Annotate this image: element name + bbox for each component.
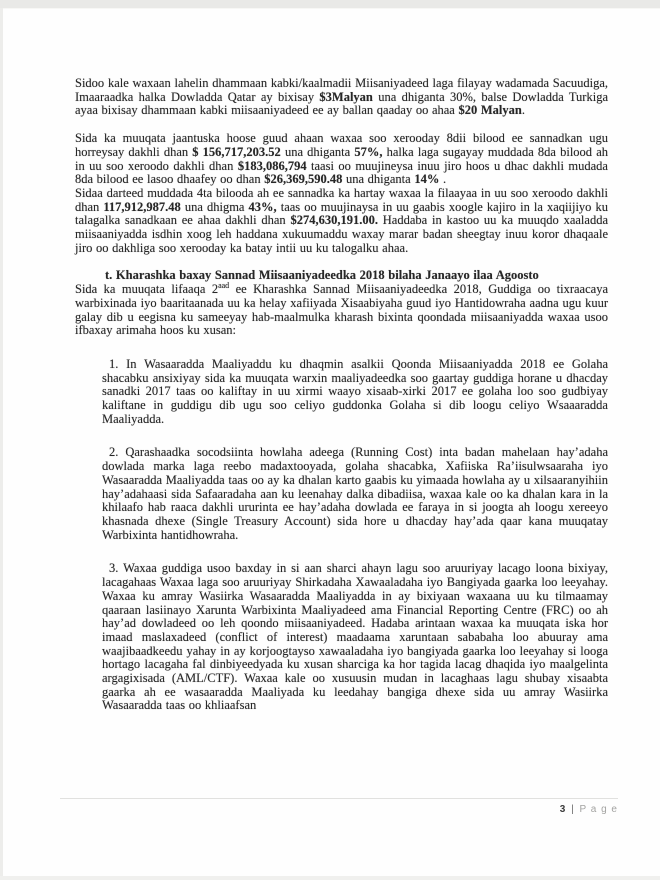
finding-item-3: 3. Waxaa guddiga usoo baxday in si aan sharci ahayn lagu soo aruuriyay lacago loona bixiyay, lacagahaas Waxaa laga soo aruuriyay Shirkadaha Xawaaladaha iyo Bangiyada gaarka loo leeyahay. Waxaa ku amray Wasiirka Wasaaradda Maaliyadda in ay bixiyaan waxaana uu ku tilmaamay qaaraan lasiinayo Xarunta Warbixinta Maaliyadeed ama Financial Reporting Centre (FRC) oo ah hay’ad dowladeed oo leh qoondo miisaaniyadeed. Hadaba arintaan waxaa ka muuqata iska hor imaad maslaxadeed (conflict of interest) maadaama xaruntaan sababaha loo abuuray ama waajibaadkeedu yahay in ay korjoogtayso xawaaladaha iyo bangiyada gaarka loo leeyahay si looga hortago lacagaha fal dinbiyeedyada ku xusan sharciga ka hor tagida lacag dhaqida iyo maalgelinta argagixisada (AML/CTF). Waxaa kale oo xusuusin mudan in lacaghaas lagu shubay xisaabta gaarka ah ee wasaaradda Maaliyada ku leedahay bangiga dhexe sida uu amray Wasiirka Wasaaradda taas oo khliaafsan: [102, 561, 608, 713]
paragraph-revenue-figures: Sida ka muuqata jaantuska hoose guud ahaan waxaa soo xerooday 8dii bilood ee sannadkan ugu horreysay dakhli dhan $ 156,717,203.52 una dhiganta 57%, halka laga sugayay muddada 8da bilood ah in uu soo xeroodo dakhli dhan $183,086,794 taasi oo muujineysa inuu jiro hoos u dhac dakhli mudada 8da bilood ee lasoo dhaafey oo dhan $26,369,590.48 una dhiganta 14% . Sidaa darteed muddada 4ta bilooda ah ee sannadka ka hartay waxaa la filaayaa in uu soo xeroodo dakhli dhan 117,912,987.48 una dhigma 43%, taas oo muujinaysa in uu gaabis xoogle kajiro in la xaqiijiyo ku talagalka sanadkaan ee ahaa dakhli dhan $274,630,191.00. Haddaba in kastoo uu ka muuqdo xaaladda miisaaniyadda isdhin xoog leh haddana xukuumaddu waxay marar badan sheegtay inuu koror dhaqaale jiro oo dakhliga soo xerooday ka batay intii uu ku talogalku ahaa.: [75, 131, 608, 255]
paragraph-committee-review-intro: Sida ka muuqata lifaaqa $2^{aad}$ ee Kharashka Sannad Miisaaniyadeedka 2018, Guddiga oo tixraacaya warbixinada iyo baaritaanada uu ka helay xafiiyada Xisaabiyaha guud iyo Hantidowraha aadna ugu kuur galay dib u eegisna ku sameeyay hab-maalmulka kharash bixinta qoondada miisaaniyadda waxaa usoo ifbaxay arimaha hoos ku xusan:: [75, 280, 608, 338]
scan-edge-left: [0, 8, 3, 880]
footer-page-word: P a g e: [579, 804, 618, 815]
page-footer: [60, 798, 618, 815]
page-body-text: [75, 77, 608, 733]
paragraph-donor-funding: Sidoo kale waxaan lahelin dhammaan kabki/kaalmadii Miisaniyadeed laga filayay wadamada Sacuudiga, Imaaraadka halka Dowladda Qatar ay bixisay $3Malyan una dhiganta 30%, balse Dowladda Turkiga ayaa bixisay dhammaan kabki miisaaniyadeed ee ay ballan qaaday oo ahaa $20 Malyan.: [75, 76, 608, 118]
section-heading-expenditure-2018: t. Kharashka baxay Sannad Miisaaniyadeedka 2018 bilaha Janaayo ilaa Agoosto: [105, 268, 539, 283]
finding-item-2: 2. Qarashaadka socodsiinta howlaha adeega (Running Cost) inta badan mahelaan hay’adaha dowlada marka laga reebo madaxtooyada, golaha shacabka, Xafiiska Ra’iisulwsaaraha iyo Wasaaradda Maaliyadda taas oo ay ka dhalan karto gaabis ku yimaada howlaha ay u xilsaaranyihiin hay’adahaasi sida Safaaradaha aan ku leenahay dalka dibadiisa, waxaa kale oo ka dhalan kara in la khilaafo hab raaca dakhli ururinta ee hay’adaha dowlada ee faraya in si joogta ah loogu xereeyo khasnada dhexe (Single Treasury Account) sida hore u dhacday hay’ada qaar kana muuqatay Warbixinta hantidhowraha.: [102, 445, 608, 542]
finding-item-1: 1. In Wasaaradda Maaliyaddu ku dhaqmin asalkii Qoonda Miisaaniyadda 2018 ee Golaha shacabku ansixiyay sida ka muuqata warxin maaliyadeedka soo gaartay guddiga horane u dhacday sanadki 2017 taas oo kaliftay in uu xirmi waayo xisaab-xirki 2017 ee golaha loo soo gudbiyay kaliftane in guddigu dib ugu soo celiyo guddonka Golaha si dib loogu celiyo Wsaaaradda Maaliyadda.: [102, 356, 608, 426]
scan-edge-top: [0, 0, 660, 9]
scan-edge-bottom: [0, 876, 660, 880]
footer-separator: |: [571, 804, 574, 815]
page-number: 3: [559, 804, 566, 815]
